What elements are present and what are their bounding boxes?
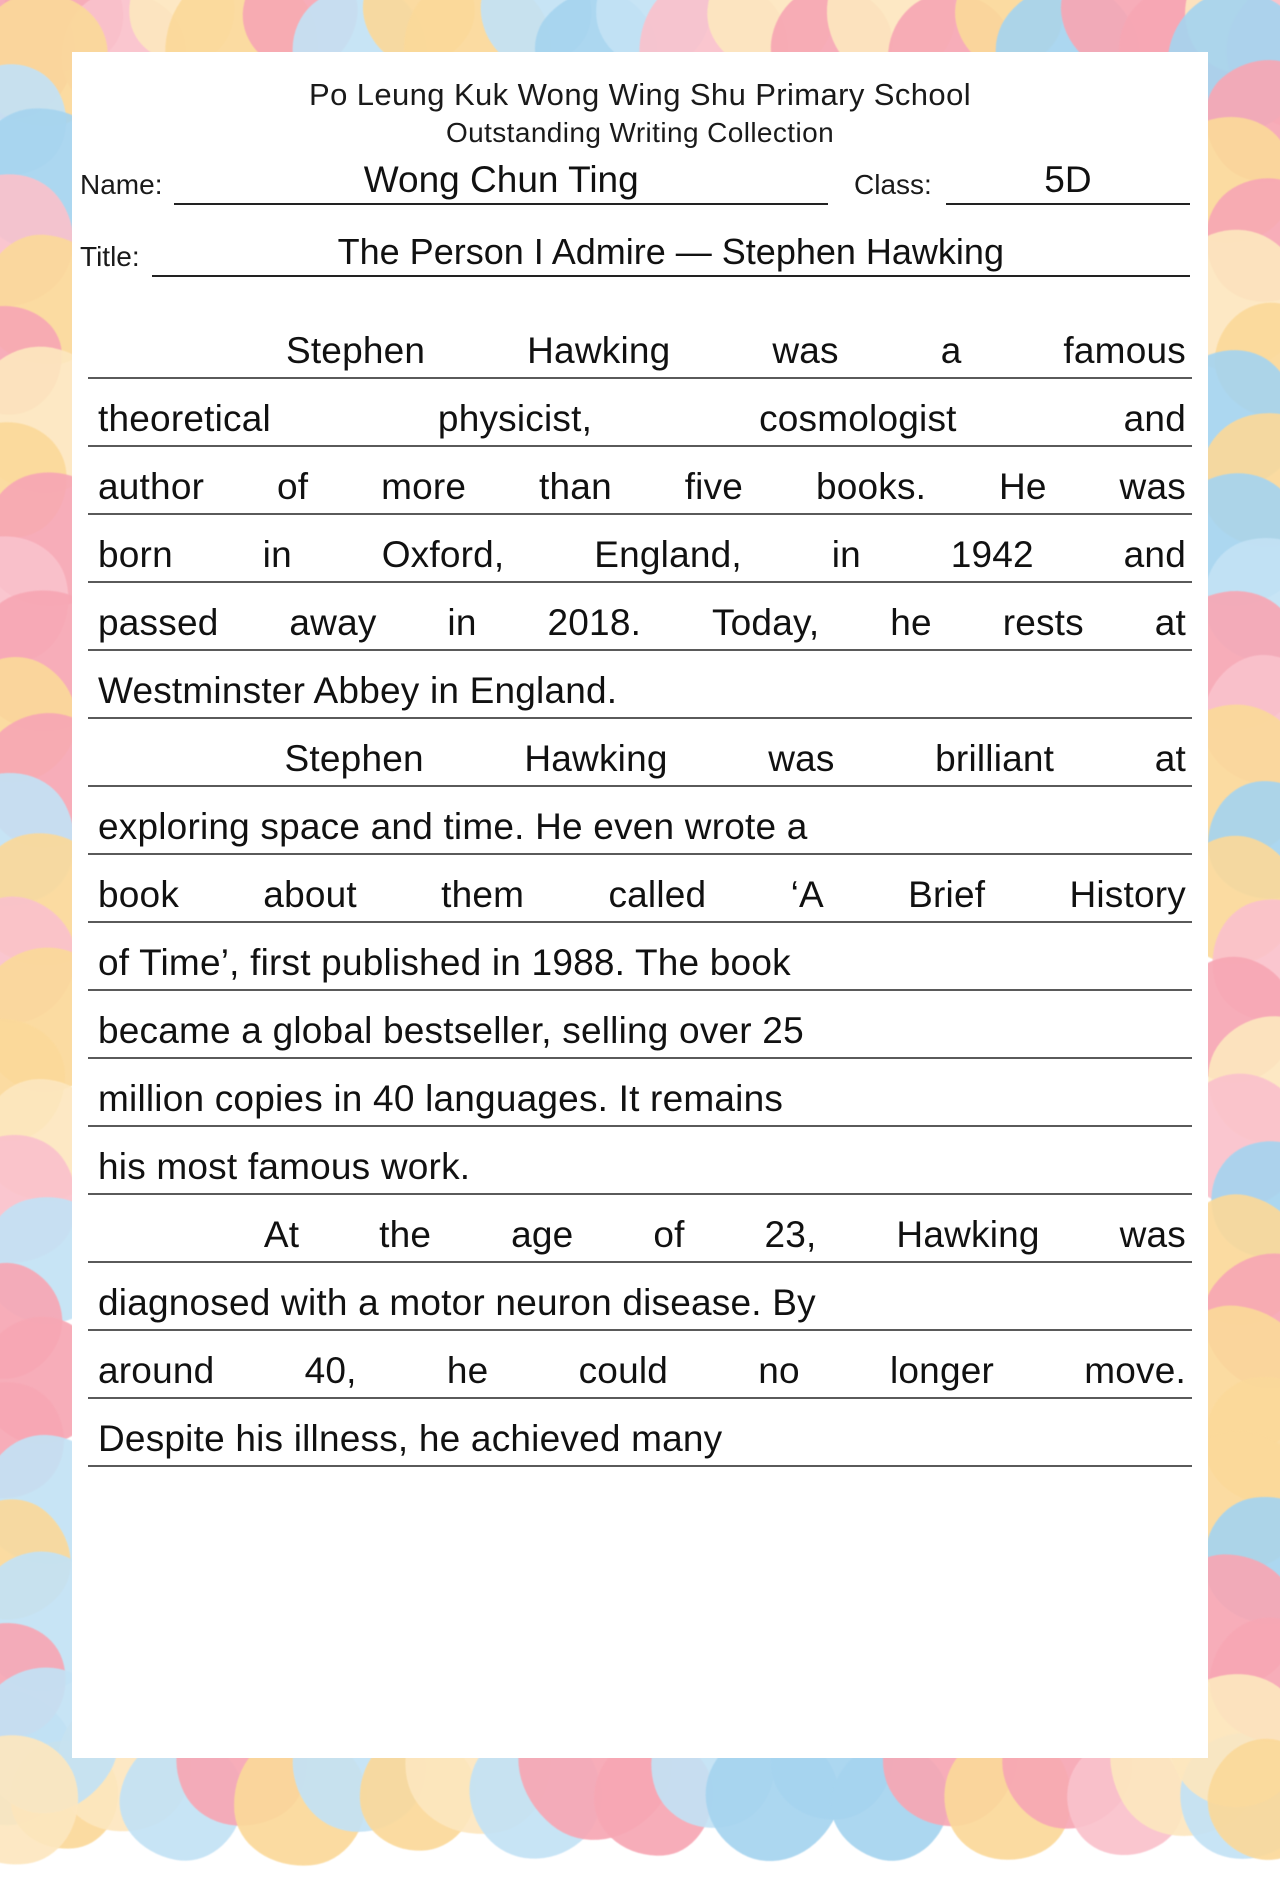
composition-line-text: Despite his illness, he achieved many [98,1418,723,1460]
composition-line-text: theoretical physicist, cosmologist and [98,398,1186,440]
composition-line-text: Westminster Abbey in England. [98,670,618,712]
paragraph-indent [98,1214,184,1256]
name-field[interactable]: Wong Chun Ting [174,159,828,205]
composition-line-text: passed away in 2018. Today, he rests at [98,602,1186,644]
composition-line [88,1399,1192,1467]
composition-line [88,787,1192,855]
composition-line-text: born in Oxford, England, in 1942 and [98,534,1186,576]
class-field[interactable]: 5D [946,159,1190,205]
composition-body [72,311,1208,1467]
composition-line-text: Stephen Hawking was a famous [88,330,1192,377]
composition-line-text: his most famous work. [98,1146,471,1188]
composition-line [88,1195,1192,1263]
composition-line-text: author of more than five books. He was [98,466,1186,508]
composition-line [88,1263,1192,1331]
title-row [72,231,1208,277]
composition-line-text: diagnosed with a motor neuron disease. By [98,1282,816,1324]
school-name: Po Leung Kuk Wong Wing Shu Primary School [309,77,971,112]
composition-line [88,923,1192,991]
composition-line-text: Stephen Hawking was brilliant at [88,738,1192,785]
composition-line-text: book about them called ‘A Brief History [98,874,1186,916]
name-label: Name: [80,169,163,201]
paragraph-indent [98,738,184,780]
title-field[interactable]: The Person I Admire — Stephen Hawking [152,231,1190,277]
collection-title: Outstanding Writing Collection [445,117,835,149]
composition-line [88,515,1192,583]
composition-line-text: At the age of 23, Hawking was [88,1214,1192,1261]
composition-line [88,311,1192,379]
name-class-row [72,159,1208,205]
composition-line-text: of Time’, first published in 1988. The book [98,942,791,984]
class-label: Class: [854,169,932,201]
composition-line [88,1331,1192,1399]
composition-line-text: exploring space and time. He even wrote a [98,806,808,848]
composition-line-text: around 40, he could no longer move. [98,1350,1186,1392]
composition-line [88,1059,1192,1127]
composition-line [88,719,1192,787]
composition-line-text: million copies in 40 languages. It remains [98,1078,784,1120]
composition-line [88,1127,1192,1195]
composition-line [88,991,1192,1059]
composition-line [88,651,1192,719]
composition-line [88,379,1192,447]
composition-line [88,447,1192,515]
worksheet-paper [72,52,1208,1758]
title-label: Title: [80,241,140,273]
composition-line [88,583,1192,651]
paragraph-indent [98,330,184,372]
composition-line-text: became a global bestseller, selling over 25 [98,1010,804,1052]
composition-line [88,855,1192,923]
